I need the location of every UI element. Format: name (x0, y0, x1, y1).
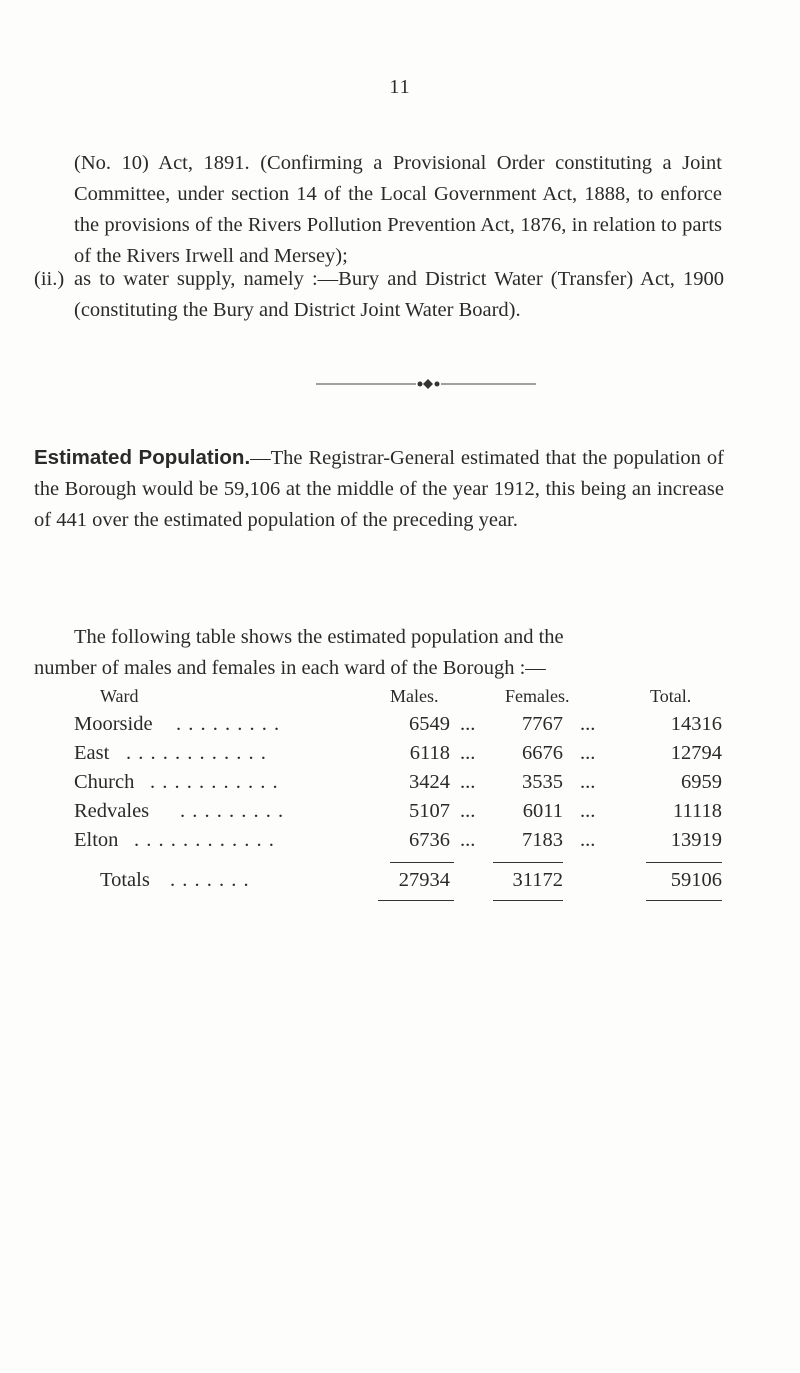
leader-dots: . . . . . . . . . (176, 713, 281, 735)
leader-dots: ... (580, 771, 596, 793)
males-value: 6736 (409, 829, 450, 851)
header-ward: Ward (100, 686, 139, 706)
totals-rule-top (390, 862, 454, 863)
leader-dots: . . . . . . . . . . . . (126, 742, 267, 764)
totals-rule-bottom (646, 900, 722, 901)
leader-dots: . . . . . . . . . . . . (134, 829, 275, 851)
totals-rule-top (493, 862, 563, 863)
table-header (0, 686, 800, 714)
table-row (0, 713, 800, 741)
leader-dots: ... (460, 742, 476, 764)
ward-name: Church (74, 771, 135, 793)
intro-line-2: number of males and females in each ward of the Borough :— (34, 657, 546, 679)
totals-rule-top (646, 862, 722, 863)
total-value: 6959 (681, 771, 722, 793)
ward-name: Elton (74, 829, 119, 851)
paragraph-water-supply (34, 264, 724, 326)
leader-dots: ... (460, 771, 476, 793)
leader-dots: ... (580, 742, 596, 764)
totals-rule-bottom (493, 900, 563, 901)
totals-females: 31172 (512, 869, 563, 891)
leader-dots: ... (580, 800, 596, 822)
section-heading: Estimated Population. (34, 446, 251, 469)
leader-dots: ... (460, 829, 476, 851)
estimated-population-text: —The Registrar-General estimated that the population of the Borough would be 59,106 at the middle of the year 1912, this being an increase of 441 over the estimated population of the preceding year. (34, 447, 724, 531)
page-number: 11 (389, 76, 411, 98)
total-value: 14316 (670, 713, 722, 735)
header-females: Females. (505, 686, 570, 706)
females-value: 6011 (522, 800, 563, 822)
total-value: 12794 (670, 742, 722, 764)
table-row (0, 829, 800, 857)
totals-total: 59106 (670, 869, 722, 891)
paragraph-estimated-population (34, 442, 724, 536)
paragraph-acts: (No. 10) Act, 1891. (Confirming a Provisional Order constituting a Joint Committee, under section 14 of the Local Government Act, 1888, to enforce the provisions of the Rivers Pollution Prevention Act, 1876, in relation to parts of the Rivers Irwell and Mersey); (74, 152, 722, 267)
totals-label: Totals (100, 869, 150, 891)
ward-name: Redvales (74, 800, 150, 822)
header-males: Males. (390, 686, 439, 706)
leader-dots: ... (460, 800, 476, 822)
females-value: 7183 (522, 829, 563, 851)
table-row (0, 742, 800, 770)
list-label: (ii.) (34, 268, 65, 290)
males-value: 3424 (409, 771, 450, 793)
females-value: 3535 (522, 771, 563, 793)
ward-name: East (74, 742, 110, 764)
males-value: 5107 (409, 800, 450, 822)
males-value: 6118 (409, 742, 450, 764)
leader-dots: ... (460, 713, 476, 735)
males-value: 6549 (409, 713, 450, 735)
leader-dots: . . . . . . . . . . . (150, 771, 279, 793)
leader-dots: . . . . . . . (170, 869, 250, 891)
ward-name: Moorside (74, 713, 153, 735)
total-value: 11118 (673, 800, 722, 822)
leader-dots: ... (580, 829, 596, 851)
table-row (0, 800, 800, 828)
ward-population-table (0, 686, 800, 891)
header-total: Total. (650, 686, 692, 706)
leader-dots: ... (580, 713, 596, 735)
females-value: 7767 (522, 713, 563, 735)
total-value: 13919 (670, 829, 722, 851)
totals-rule-bottom (378, 900, 454, 901)
leader-dots: . . . . . . . . . (180, 800, 285, 822)
water-supply-text: as to water supply, namely :—Bury and District Water (Transfer) Act, 1900 (constituting the Bury and District Joint Water Board). (74, 268, 724, 321)
totals-males: 27934 (398, 869, 450, 891)
females-value: 6676 (522, 742, 563, 764)
intro-line-1: The following table shows the estimated population and the (74, 626, 564, 648)
totals-row (0, 869, 800, 897)
divider-ornament-icon (316, 377, 536, 391)
paragraph-table-intro (34, 622, 724, 684)
table-row (0, 771, 800, 799)
